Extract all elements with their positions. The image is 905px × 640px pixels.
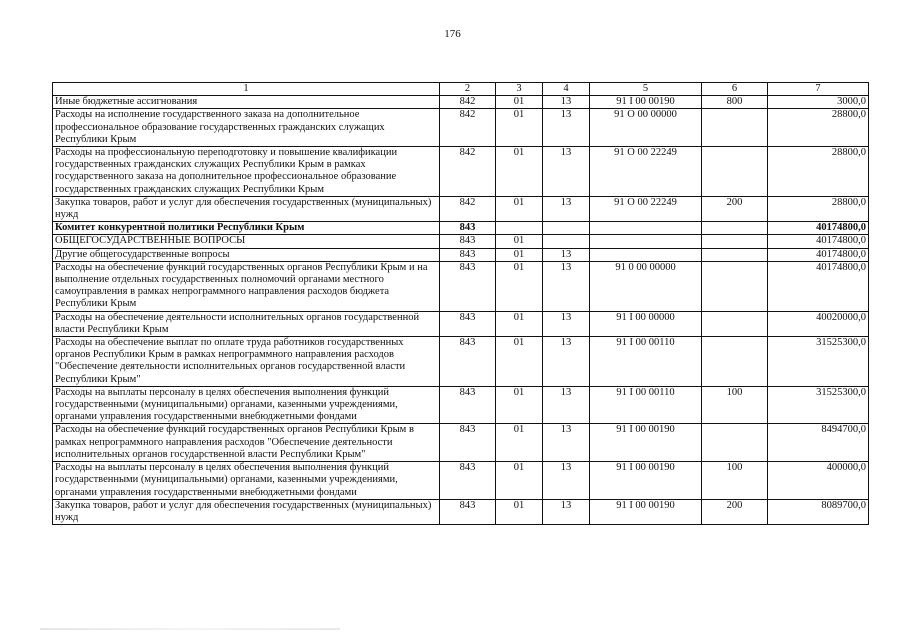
subsection-cell: 13 bbox=[543, 386, 590, 424]
amount-cell: 8494700,0 bbox=[768, 424, 869, 462]
amount-cell: 31525300,0 bbox=[768, 337, 869, 387]
column-header: 7 bbox=[768, 83, 869, 96]
table-row bbox=[53, 235, 869, 248]
table-header-row bbox=[53, 83, 869, 96]
amount-cell: 40020000,0 bbox=[768, 311, 869, 336]
section-cell: 01 bbox=[496, 147, 543, 197]
target-article-cell: 91 I 00 00190 bbox=[590, 499, 702, 524]
amount-cell: 40174800,0 bbox=[768, 235, 869, 248]
amount-cell: 40174800,0 bbox=[768, 261, 869, 311]
column-header: 4 bbox=[543, 83, 590, 96]
chapter-cell: 842 bbox=[440, 196, 496, 221]
chapter-cell: 843 bbox=[440, 222, 496, 235]
chapter-cell: 842 bbox=[440, 109, 496, 147]
section-cell: 01 bbox=[496, 462, 543, 500]
row-name-cell: Расходы на профессиональную переподготовку и повышение квалификации государственных гражданских служащих Республики Крым в рамках государственного заказа на дополнительное профессиональное образование государственных гражданских служащих Республики Крым bbox=[53, 147, 440, 197]
section-cell bbox=[496, 222, 543, 235]
row-name-cell: Расходы на обеспечение функций государственных органов Республики Крым и на выполнение отдельных государственных полномочий органами местного самоуправления в рамках непрограммного направления расходов бюджета Республики Крым bbox=[53, 261, 440, 311]
expense-type-cell bbox=[702, 311, 768, 336]
amount-cell: 28800,0 bbox=[768, 109, 869, 147]
subsection-cell: 13 bbox=[543, 248, 590, 261]
table-row bbox=[53, 499, 869, 524]
target-article-cell bbox=[590, 248, 702, 261]
section-cell: 01 bbox=[496, 235, 543, 248]
row-name-cell: ОБЩЕГОСУДАРСТВЕННЫЕ ВОПРОСЫ bbox=[53, 235, 440, 248]
chapter-cell: 843 bbox=[440, 311, 496, 336]
column-header: 1 bbox=[53, 83, 440, 96]
subsection-cell bbox=[543, 222, 590, 235]
amount-cell: 28800,0 bbox=[768, 147, 869, 197]
expense-type-cell bbox=[702, 109, 768, 147]
section-cell: 01 bbox=[496, 248, 543, 261]
row-name-cell: Иные бюджетные ассигнования bbox=[53, 96, 440, 109]
target-article-cell: 91 I 00 00000 bbox=[590, 311, 702, 336]
table-row bbox=[53, 386, 869, 424]
row-name-cell: Закупка товаров, работ и услуг для обеспечения государственных (муниципальных) нужд bbox=[53, 196, 440, 221]
section-cell: 01 bbox=[496, 96, 543, 109]
subsection-cell: 13 bbox=[543, 147, 590, 197]
chapter-cell: 843 bbox=[440, 248, 496, 261]
expense-type-cell: 200 bbox=[702, 499, 768, 524]
column-header: 2 bbox=[440, 83, 496, 96]
amount-cell: 28800,0 bbox=[768, 196, 869, 221]
target-article-cell: 91 I 00 00190 bbox=[590, 424, 702, 462]
table-row bbox=[53, 196, 869, 221]
column-header: 3 bbox=[496, 83, 543, 96]
section-cell: 01 bbox=[496, 261, 543, 311]
table-row bbox=[53, 462, 869, 500]
expense-type-cell bbox=[702, 248, 768, 261]
table-row bbox=[53, 96, 869, 109]
row-name-cell: Расходы на обеспечение функций государственных органов Республики Крым в рамках непрограммного направления расходов "Обеспечение деятельности исполнительных органов государственной власти Республики Крым" bbox=[53, 424, 440, 462]
subsection-cell: 13 bbox=[543, 196, 590, 221]
table-row bbox=[53, 109, 869, 147]
section-cell: 01 bbox=[496, 196, 543, 221]
expense-type-cell: 800 bbox=[702, 96, 768, 109]
chapter-cell: 843 bbox=[440, 499, 496, 524]
table-row bbox=[53, 424, 869, 462]
row-name-cell: Расходы на исполнение государственного заказа на дополнительное профессиональное образование государственных гражданских служащих Республики Крым bbox=[53, 109, 440, 147]
target-article-cell: 91 I 00 00110 bbox=[590, 337, 702, 387]
amount-cell: 400000,0 bbox=[768, 462, 869, 500]
row-name-cell: Закупка товаров, работ и услуг для обеспечения государственных (муниципальных) нужд bbox=[53, 499, 440, 524]
chapter-cell: 843 bbox=[440, 337, 496, 387]
target-article-cell bbox=[590, 235, 702, 248]
expense-type-cell bbox=[702, 222, 768, 235]
table-row bbox=[53, 147, 869, 197]
row-name-cell: Расходы на выплаты персоналу в целях обеспечения выполнения функций государственными (муниципальными) органами, казенными учреждениями, органами управления государственными внебюджетными фондами bbox=[53, 462, 440, 500]
section-cell: 01 bbox=[496, 499, 543, 524]
row-name-cell: Расходы на выплаты персоналу в целях обеспечения выполнения функций государственными (муниципальными) органами, казенными учреждениями, органами управления государственными внебюджетными фондами bbox=[53, 386, 440, 424]
amount-cell: 8089700,0 bbox=[768, 499, 869, 524]
subsection-cell: 13 bbox=[543, 109, 590, 147]
target-article-cell: 91 О 00 22249 bbox=[590, 147, 702, 197]
page-number: 176 bbox=[444, 28, 461, 40]
chapter-cell: 843 bbox=[440, 261, 496, 311]
chapter-cell: 843 bbox=[440, 235, 496, 248]
section-cell: 01 bbox=[496, 109, 543, 147]
expense-type-cell bbox=[702, 261, 768, 311]
subsection-cell: 13 bbox=[543, 96, 590, 109]
target-article-cell: 91 I 00 00190 bbox=[590, 96, 702, 109]
table-body bbox=[53, 96, 869, 525]
expense-type-cell bbox=[702, 424, 768, 462]
subsection-cell: 13 bbox=[543, 462, 590, 500]
chapter-cell: 843 bbox=[440, 462, 496, 500]
expense-type-cell: 100 bbox=[702, 386, 768, 424]
row-name-cell: Расходы на обеспечение деятельности исполнительных органов государственной власти Республики Крым bbox=[53, 311, 440, 336]
table-row bbox=[53, 311, 869, 336]
subsection-cell: 13 bbox=[543, 261, 590, 311]
row-name-cell: Другие общегосударственные вопросы bbox=[53, 248, 440, 261]
amount-cell: 40174800,0 bbox=[768, 222, 869, 235]
section-cell: 01 bbox=[496, 424, 543, 462]
column-header: 5 bbox=[590, 83, 702, 96]
amount-cell: 40174800,0 bbox=[768, 248, 869, 261]
expense-type-cell bbox=[702, 235, 768, 248]
row-name-cell: Комитет конкурентной политики Республики Крым bbox=[53, 222, 440, 235]
section-cell: 01 bbox=[496, 337, 543, 387]
table-row bbox=[53, 248, 869, 261]
subsection-cell: 13 bbox=[543, 499, 590, 524]
scan-artifact bbox=[40, 628, 340, 630]
chapter-cell: 842 bbox=[440, 96, 496, 109]
table-row bbox=[53, 261, 869, 311]
target-article-cell: 91 0 00 00000 bbox=[590, 261, 702, 311]
expense-type-cell bbox=[702, 337, 768, 387]
budget-table bbox=[52, 82, 869, 525]
column-header: 6 bbox=[702, 83, 768, 96]
subsection-cell: 13 bbox=[543, 311, 590, 336]
target-article-cell: 91 I 00 00110 bbox=[590, 386, 702, 424]
target-article-cell bbox=[590, 222, 702, 235]
target-article-cell: 91 I 00 00190 bbox=[590, 462, 702, 500]
target-article-cell: 91 О 00 00000 bbox=[590, 109, 702, 147]
table-row bbox=[53, 222, 869, 235]
chapter-cell: 843 bbox=[440, 386, 496, 424]
expense-type-cell: 100 bbox=[702, 462, 768, 500]
chapter-cell: 842 bbox=[440, 147, 496, 197]
section-cell: 01 bbox=[496, 386, 543, 424]
target-article-cell: 91 О 00 22249 bbox=[590, 196, 702, 221]
row-name-cell: Расходы на обеспечение выплат по оплате труда работников государственных органов Республики Крым в рамках непрограммного направления расходов "Обеспечение деятельности исполнительных органов государственной власти Республики Крым" bbox=[53, 337, 440, 387]
expense-type-cell: 200 bbox=[702, 196, 768, 221]
subsection-cell: 13 bbox=[543, 424, 590, 462]
amount-cell: 31525300,0 bbox=[768, 386, 869, 424]
chapter-cell: 843 bbox=[440, 424, 496, 462]
expense-type-cell bbox=[702, 147, 768, 197]
section-cell: 01 bbox=[496, 311, 543, 336]
amount-cell: 3000,0 bbox=[768, 96, 869, 109]
subsection-cell: 13 bbox=[543, 337, 590, 387]
table-row bbox=[53, 337, 869, 387]
subsection-cell bbox=[543, 235, 590, 248]
